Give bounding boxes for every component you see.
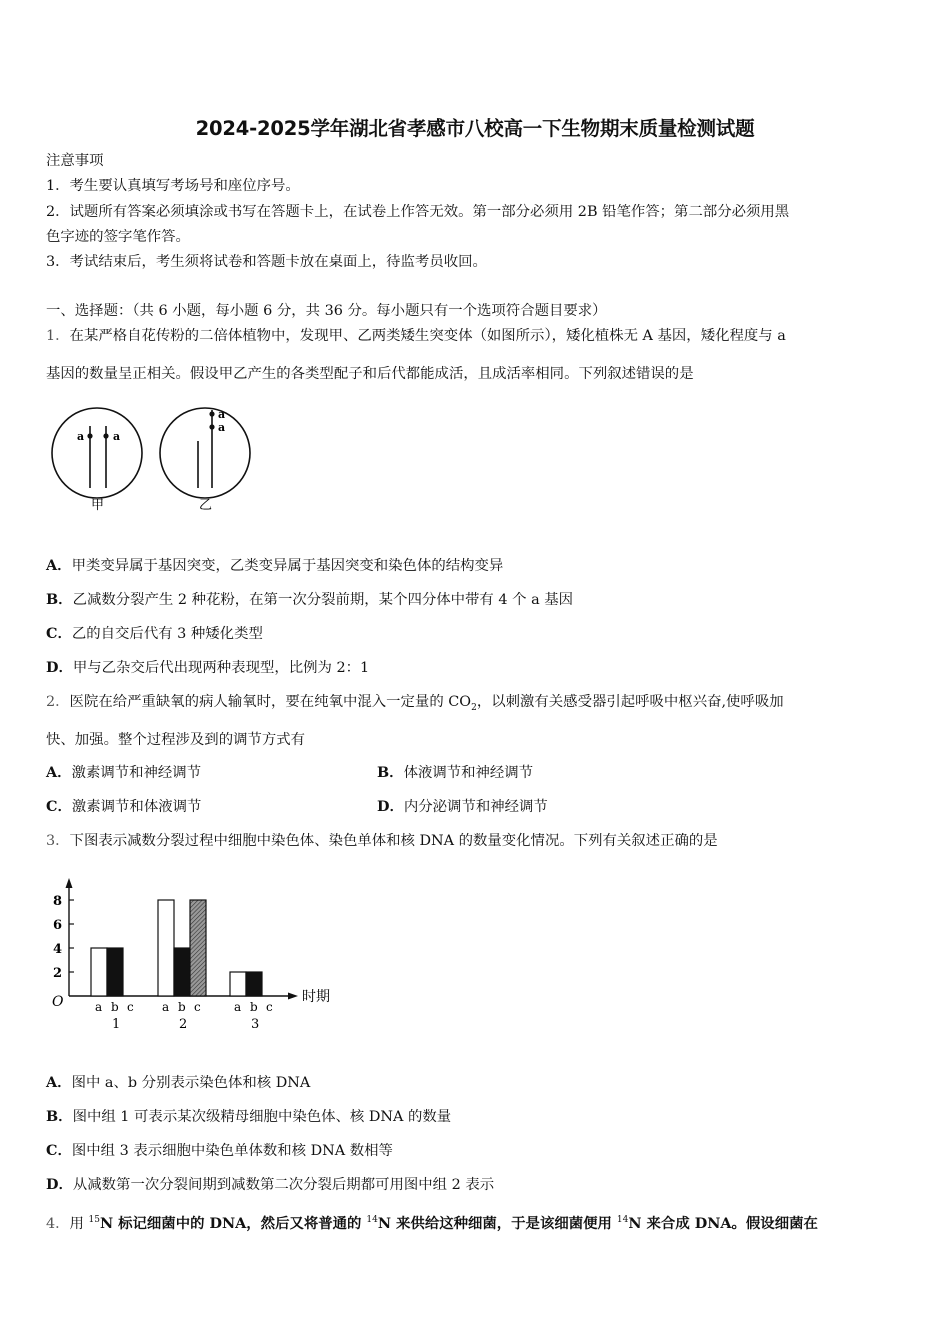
q1-option-a[interactable] — [46, 556, 503, 576]
bar-a-group-3 — [230, 972, 246, 996]
option-text: 从减数第一次分裂间期到减数第二次分裂后期都可用图中组 2 表示 — [72, 1177, 495, 1193]
bar-letter: b — [250, 1000, 258, 1014]
q2-option-a[interactable] — [46, 763, 201, 783]
bar-letter: c — [266, 1000, 273, 1014]
question-number: 2． — [46, 694, 70, 710]
gene-locus-dot — [209, 411, 214, 416]
q3-option-a[interactable] — [46, 1073, 310, 1093]
option-key: C． — [46, 798, 72, 815]
bar-b-group-1 — [107, 948, 123, 996]
option-key: C． — [46, 625, 72, 642]
chromosome-figure — [50, 396, 265, 516]
bar-letter: a — [162, 1000, 170, 1014]
bar-letter: a — [234, 1000, 242, 1014]
bar-a-group-1 — [91, 948, 107, 996]
option-text: 体液调节和神经调节 — [403, 765, 534, 781]
option-text: 激素调节和体液调节 — [71, 799, 202, 815]
option-text: 图中组 1 可表示某次级精母细胞中染色体、核 DNA 的数量 — [72, 1109, 452, 1125]
bar-b-group-2 — [174, 948, 190, 996]
bar-letter: b — [178, 1000, 186, 1014]
bar-b-group-3 — [246, 972, 262, 996]
option-key: A． — [46, 764, 72, 781]
option-text: 甲与乙杂交后代出现两种表现型，比例为 2：1 — [72, 660, 370, 676]
question-text: ，以刺激有关感受器引起呼吸中枢兴奋,使呼吸加 — [476, 694, 784, 710]
q1-option-c[interactable] — [46, 624, 263, 644]
section-heading: 一、选择题：（共 6 小题，每小题 6 分，共 36 分。每小题只有一个选项符合题目要求） — [46, 303, 607, 319]
group-label: 2 — [179, 1017, 188, 1032]
option-text: 乙的自交后代有 3 种矮化类型 — [71, 626, 263, 642]
subscript: 2 — [471, 702, 477, 713]
question-number: 3． — [46, 833, 70, 849]
gene-label: a — [218, 421, 226, 434]
superscript: 14 — [366, 1215, 378, 1225]
page-title: 2024-2025学年湖北省孝感市八校高一下生物期末质量检测试题 — [195, 117, 755, 140]
question-2 — [46, 692, 784, 718]
q3-bar-chart — [45, 866, 345, 1036]
superscript: 14 — [616, 1215, 629, 1225]
question-text: N 来供给这种细菌，于是该细菌便用 — [377, 1214, 617, 1232]
question-text: 下图表示减数分裂过程中细胞中染色体、染色单体和核 DNA 的数量变化情况。下列有关叙述正确的是 — [69, 833, 718, 849]
origin-label: O — [52, 994, 64, 1010]
bar-c-group-2 — [190, 900, 206, 996]
question-text: N 标记细菌中的 DNA，然后又将普通的 — [99, 1214, 367, 1232]
notice-item-1: 1．考生要认真填写考场号和座位序号。 — [46, 178, 300, 194]
notice-item-2-cont: 色字迹的签字笔作答。 — [46, 229, 190, 245]
q3-option-d[interactable] — [46, 1175, 494, 1195]
q2-option-c[interactable] — [46, 797, 201, 817]
question-number: 1． — [46, 328, 70, 344]
gene-label: a — [218, 408, 226, 421]
group-label: 1 — [112, 1017, 121, 1032]
bar-letter: a — [95, 1000, 103, 1014]
question-number: 4． — [46, 1215, 70, 1232]
q1-option-b[interactable] — [46, 590, 573, 610]
superscript: 15 — [88, 1215, 100, 1225]
question-text: 医院在给严重缺氧的病人输氧时，要在纯氧中混入一定量的 CO — [69, 694, 472, 710]
y-tick-label: 8 — [53, 894, 63, 909]
option-key: D． — [46, 1176, 73, 1193]
option-key: B． — [46, 1108, 73, 1125]
group-label: 3 — [251, 1017, 260, 1032]
q3-option-b[interactable] — [46, 1107, 451, 1127]
question-3 — [46, 831, 718, 851]
option-text: 激素调节和神经调节 — [71, 765, 202, 781]
gene-locus-dot — [209, 424, 214, 429]
bar-letter: c — [194, 1000, 201, 1014]
x-axis-label: 时期 — [302, 989, 330, 1005]
gene-label: a — [113, 430, 121, 443]
y-tick-label: 4 — [53, 942, 63, 957]
question-text: N 来合成 DNA。假设细菌在 — [628, 1214, 818, 1232]
q2-option-b[interactable] — [377, 763, 533, 783]
cell-label-yi: 乙 — [199, 498, 213, 513]
bar-letter: c — [127, 1000, 134, 1014]
y-tick-label: 6 — [53, 918, 63, 933]
option-key: A． — [46, 1074, 72, 1091]
notice-item-2: 2．试题所有答案必须填涂或书写在答题卡上，在试卷上作答无效。第一部分必须用 2B 铅笔作答；第二部分必须用黑 — [46, 204, 790, 220]
option-text: 内分泌调节和神经调节 — [403, 799, 548, 815]
q1-option-d[interactable] — [46, 658, 369, 678]
cell-jia — [52, 408, 142, 498]
option-key: D． — [46, 659, 73, 676]
cell-label-jia: 甲 — [91, 498, 105, 513]
option-key: C． — [46, 1142, 72, 1159]
notice-heading: 注意事项 — [46, 153, 104, 169]
option-key: D． — [377, 798, 404, 815]
gene-locus-dot — [103, 433, 108, 438]
option-key: A． — [46, 557, 72, 574]
bar-a-group-2 — [158, 900, 174, 996]
option-text: 图中组 3 表示细胞中染色单体数和核 DNA 数相等 — [71, 1143, 393, 1159]
y-tick-label: 2 — [53, 966, 63, 981]
gene-label: a — [77, 430, 85, 443]
option-text: 甲类变异属于基因突变，乙类变异属于基因突变和染色体的结构变异 — [71, 558, 504, 574]
cell-yi — [160, 408, 250, 498]
question-4 — [46, 1210, 818, 1234]
question-1 — [46, 326, 786, 346]
question-text: 在某严格自花传粉的二倍体植物中，发现甲、乙两类矮生突变体（如图所示），矮化植株无 A 基因，矮化程度与 a — [69, 328, 786, 344]
gene-locus-dot — [87, 433, 92, 438]
option-key: B． — [46, 591, 73, 608]
option-key: B． — [377, 764, 404, 781]
question-1-cont: 基因的数量呈正相关。假设甲乙产生的各类型配子和后代都能成活，且成活率相同。下列叙述错误的是 — [46, 366, 694, 382]
notice-item-3: 3．考试结束后，考生须将试卷和答题卡放在桌面上，待监考员收回。 — [46, 254, 487, 270]
bar-letter: b — [111, 1000, 119, 1014]
x-axis-arrow — [288, 993, 298, 1000]
q3-option-c[interactable] — [46, 1141, 393, 1161]
q2-option-d[interactable] — [377, 797, 548, 817]
y-axis-arrow — [66, 878, 73, 888]
option-text: 乙减数分裂产生 2 种花粉，在第一次分裂前期，某个四分体中带有 4 个 a 基因 — [72, 592, 574, 608]
option-text: 图中 a、b 分别表示染色体和核 DNA — [71, 1075, 311, 1091]
question-2-cont: 快、加强。整个过程涉及到的调节方式有 — [46, 732, 306, 748]
question-text: 用 — [69, 1215, 89, 1232]
